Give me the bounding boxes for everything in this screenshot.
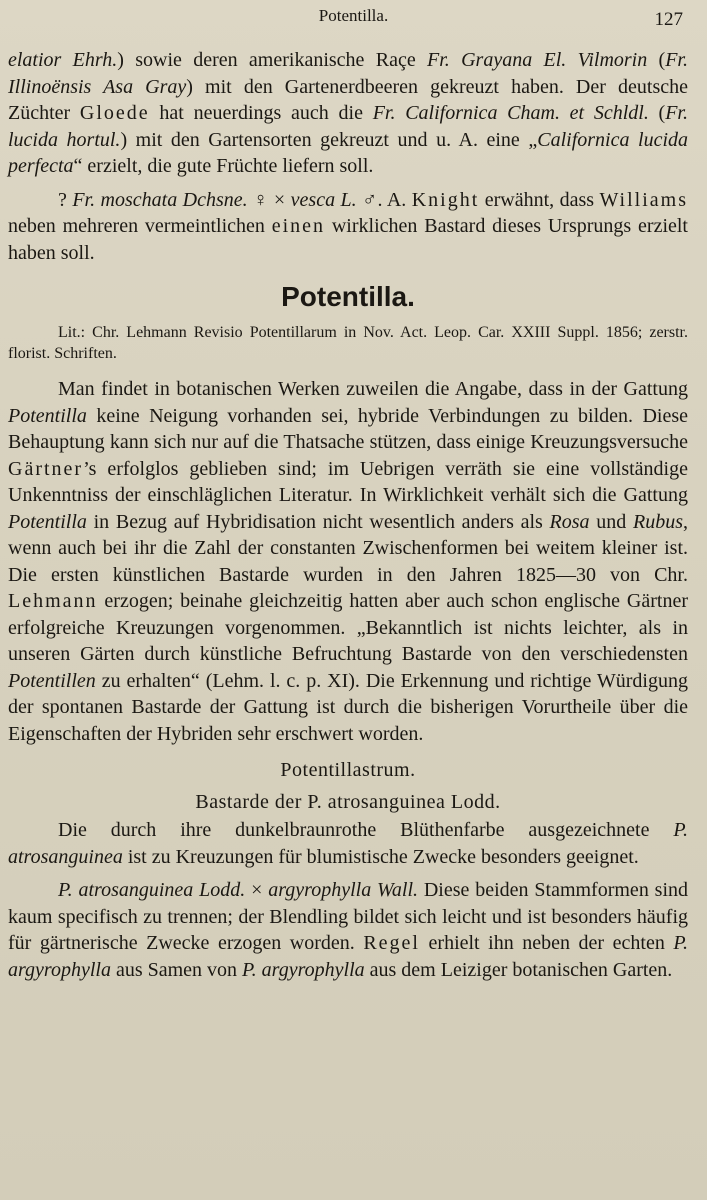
paragraph-atrosanguinea: Die durch ihre dunkelbraunrothe Blüthenfarbe ausgezeichnete P. atrosanguinea ist zu Kreuzungen für blumistische Zwecke besonders geeignet. — [8, 819, 688, 868]
literature-reference: Lit.: Chr. Lehmann Revisio Potentillarum in Nov. Act. Leop. Car. XXIII Suppl. 1856; zerstr. florist. Schriften. — [8, 324, 688, 362]
running-head: Potentilla. — [318, 6, 389, 25]
paragraph-atrosanguinea-argyrophylla: P. atrosanguinea Lodd. × argyrophylla Wall. Diese beiden Stammformen sind kaum specifisch zu trennen; der Blendling bildet sich leicht und ist besonders häufig für gärtnerische Zwecke erzogen worden. Regel erhielt ihn neben der echten P. argyrophylla aus Samen von P. argyrophylla aus dem Leiziger botanischen Garten. — [8, 879, 689, 981]
paragraph-potentilla-intro: Man findet in botanischen Werken zuweilen die Angabe, dass in der Gattung Potentilla keine Neigung vorhanden sei, hybride Verbindungen zu bilden. Diese Behauptung kann sich nur auf die Thatsache stützen, dass einige Kreuzungsversuche Gärtner’s erfolglos geblieben sind; im Uebrigen verräth sie eine vollständige Unkenntniss der einschläglichen Literatur. In Wirklichkeit verhält sich die Gattung Potentilla in Bezug auf Hybridisation nicht wesentlich anders als Rosa und Rubus, wenn auch bei ihr die Zahl der constanten Zwischenformen bei weitem kleiner ist. Die ersten künstlichen Bastarde wurden in den Jahren 1825—30 von Chr. Lehmann erzogen; beinahe gleichzeitig hatten aber auch schon englische Gärtner erfolgreiche Kreuzungen vorgenommen. „Bekanntlich ist nichts leichter, als in unseren Gärten durch künstliche Befruchtung Bastarde von den verschiedensten Potentillen zu erhalten“ (Lehm. l. c. p. XI). Die Erkennung und richtige Würdigung der spontanen Bastarde der Gattung ist durch die bisherigen Vorurtheile über die Eigenschaften der Hybriden sehr erschwert worden. — [8, 378, 689, 745]
page-number: 127 — [654, 9, 683, 30]
subsubsection-title: Bastarde der P. atrosanguinea Lodd. — [195, 791, 501, 813]
page-header — [0, 6, 707, 32]
page-body — [8, 47, 688, 983]
subsection-title: Potentillastrum. — [280, 759, 416, 781]
paragraph-fragaria-continued: elatior Ehrh.) sowie deren amerikanische Raçe Fr. Grayana El. Vilmorin (Fr. Illinoënsis Asa Gray) mit den Gartenerdbeeren gekreuzt haben. Der deutsche Züchter Gloede hat neuerdings auch die Fr. Californica Cham. et Schldl. (Fr. lucida hortul.) mit den Gartensorten gekreuzt und u. A. eine „Californica lucida perfecta“ erzielt, die gute Früchte liefern soll. — [8, 49, 689, 177]
paragraph-fragaria-moschata: ? Fr. moschata Dchsne. ♀ × vesca L. ♂. A. Knight erwähnt, dass Williams neben mehreren vermeintlichen einen wirklichen Bastard dieses Ursprungs erzielt haben soll. — [8, 188, 688, 264]
section-title: Potentilla. — [281, 281, 415, 312]
